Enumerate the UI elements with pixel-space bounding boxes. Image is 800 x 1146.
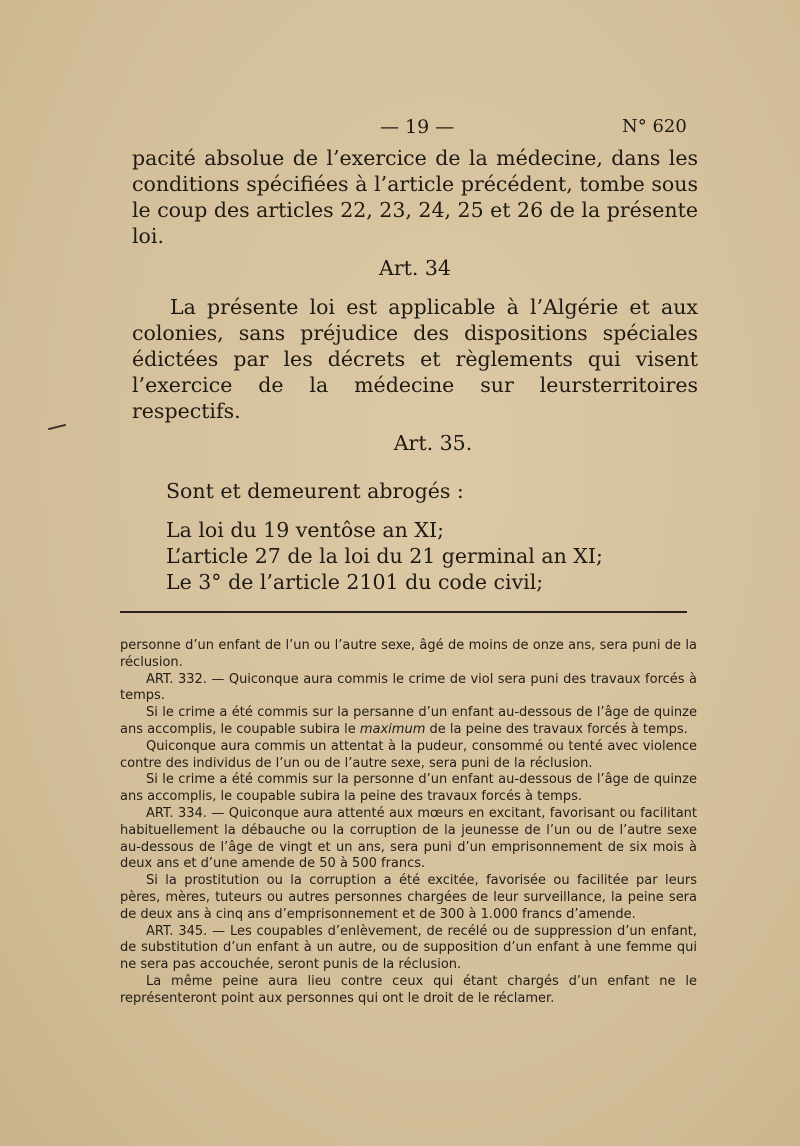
- footnote-paragraph: Si le crime a été commis sur la personne d’un enfant au-dessous de l’âge de quinze ans accomplis, le coupable subira la peine des travaux forcés à temps.: [120, 772, 697, 805]
- footnote-paragraph: ART. 345. — Les coupables d’enlèvement, de recélé ou de suppression d’un enfant, de substitution d’un enfant à un autre, ou de supposition d’un enfant à une femme qui ne sera pas accouchée, seront punis de la réclusion.: [120, 923, 697, 973]
- footnote-paragraph: personne d’un enfant de l’un ou l’autre sexe, âgé de moins de onze ans, sera puni de la réclusion.: [120, 638, 697, 670]
- page-header: [0, 116, 800, 140]
- article-34-body: La présente loi est applicable à l’Algérie et aux colonies, sans préjudice des dispositions spéciales édictées par les décrets et règlements qui visent l’exercice de la médecine sur leursterritoires respectifs.: [132, 295, 698, 423]
- footnote-paragraph: ART. 334. — Quiconque aura attenté aux mœurs en excitant, favorisant ou facilitant habituellement la débauche ou la corruption de la jeunesse de l’un ou de l’autre sexe au-dessous de l’âge de vingt et un ans, sera puni d’un emprisonnement de six mois à deux ans et d’une amende de 50 à 500 francs.: [120, 805, 697, 872]
- article-35-item: L’article 27 de la loi du 21 germinal an XI;: [166, 544, 603, 568]
- footnote-paragraph: [120, 705, 697, 739]
- article-34-title: Art. 34: [379, 256, 451, 280]
- footnote-paragraph: Quiconque aura commis un attentat à la pudeur, consommé ou tenté avec violence contre des individus de l’un ou de l’autre sexe, sera puni de la réclusion.: [120, 738, 697, 771]
- article-33-continuation: [132, 145, 698, 249]
- footnote-text: de la peine des travaux forcés à temps.: [425, 721, 688, 737]
- article-35-item: Le 3° de l’article 2101 du code civil;: [166, 570, 544, 594]
- footnote-paragraph: ART. 332. — Quiconque aura commis le crime de viol sera puni des travaux forcés à temps.: [120, 671, 697, 704]
- footnote-emphasis: maximum: [359, 721, 426, 737]
- footnote-separator: [120, 611, 687, 613]
- footnotes-block: [120, 638, 697, 1008]
- article-35-item: La loi du 19 ventôse an XI;: [166, 518, 444, 542]
- footnote-paragraph: La même peine aura lieu contre ceux qui étant chargés d’un enfant ne le représenteront point aux personnes qui ont le droit de le réclamer.: [120, 973, 697, 1006]
- footnote-paragraph: Si la prostitution ou la corruption a été excitée, favorisée ou facilitée par leurs pères, mères, tuteurs ou autres personnes chargées de leur surveillance, la peine sera de deux ans à cinq ans d’emprisonnement et de 300 à 1.000 francs d’amende.: [120, 873, 697, 922]
- page-number: — 19 —: [380, 116, 455, 138]
- document-number: N° 620: [622, 116, 687, 137]
- article-35-title: Art. 35.: [393, 431, 473, 455]
- margin-mark: [48, 424, 66, 430]
- footnote-text: Si le crime a été commis sur la persanne d’un enfant au-dessous de l’âge de quinze ans accomplis, le coupable subira le: [120, 705, 697, 737]
- article-33-text: pacité absolue de l’exercice de la médecine, dans les conditions spécifiées à l’article précédent, tombe sous le coup des articles 22, 23, 24, 25 et 26 de la présente loi.: [132, 146, 698, 248]
- article-35-intro: Sont et demeurent abrogés :: [166, 479, 464, 503]
